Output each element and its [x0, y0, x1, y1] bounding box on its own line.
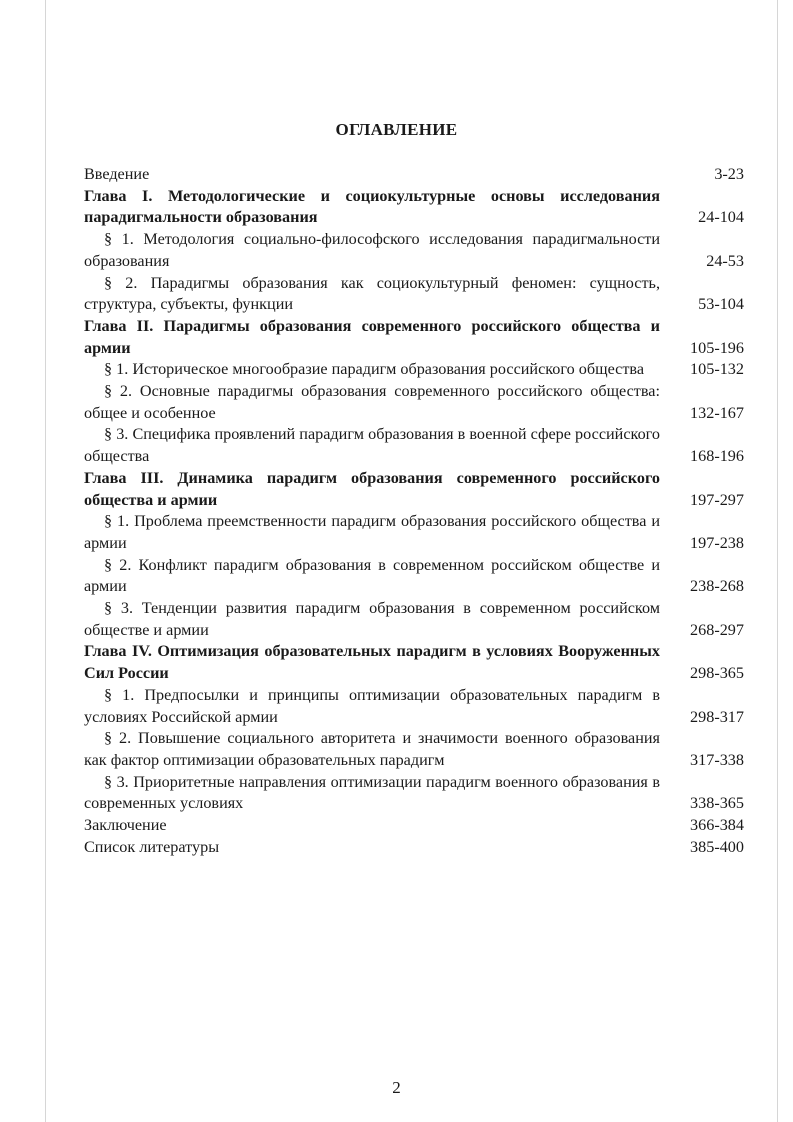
toc-page-range: 317-338 [690, 750, 744, 769]
toc-entry [84, 468, 744, 511]
toc-page-range: 105-132 [690, 360, 744, 379]
toc-page-range: 298-365 [690, 664, 744, 683]
toc-page-range: 268-297 [690, 620, 744, 639]
toc-section-title: § 2. Конфликт парадигм образования в современном российском обществе и армии [84, 555, 660, 596]
toc-entry-title: Заключение [84, 816, 167, 835]
toc-section-title: § 1. Историческое многообразие парадигм образования российского общества [104, 360, 645, 379]
toc-entry [84, 164, 744, 186]
page-title: ОГЛАВЛЕНИЕ [335, 120, 458, 139]
toc-page-range: 53-104 [698, 295, 744, 314]
toc-page-range: 298-317 [690, 707, 744, 726]
toc-entry [84, 598, 744, 641]
toc-chapter-title: Глава I. Методологические и социокультурные основы исследования парадигмальности образования [84, 186, 660, 227]
toc-section-title: § 1. Предпосылки и принципы оптимизации образовательных парадигм в условиях Российской армии [84, 685, 660, 726]
toc-entry [84, 381, 744, 424]
toc-page-range: 3-23 [714, 165, 744, 183]
toc-section-title: § 2. Парадигмы образования как социокультурный феномен: сущность, структура, субъекты, функции [84, 273, 660, 314]
table-of-contents [84, 164, 744, 859]
toc-page-range: 132-167 [690, 403, 744, 422]
toc-entry [84, 359, 744, 381]
toc-entry [84, 273, 744, 316]
toc-chapter-title: Глава III. Динамика парадигм образования современного российского общества и армии [84, 468, 660, 509]
toc-entry [84, 641, 744, 684]
toc-page-range: 385-400 [690, 837, 744, 856]
toc-chapter-title: Глава II. Парадигмы образования современного российского общества и армии [84, 316, 660, 357]
toc-entry [84, 186, 744, 229]
toc-entry [84, 316, 744, 359]
scan-edge-right [777, 0, 778, 1122]
toc-page-range: 366-384 [690, 816, 744, 835]
scan-edge-left [45, 0, 46, 1122]
toc-section-title: § 1. Методология социально-философского исследования парадигмальности образования [84, 230, 660, 270]
toc-section-title: § 3. Специфика проявлений парадигм образования в военной сфере российского общества [84, 425, 660, 466]
toc-entry [84, 685, 744, 728]
toc-page-range: 105-196 [690, 338, 744, 357]
toc-section-title: § 3. Приоритетные направления оптимизации парадигм военного образования в современных условиях [84, 772, 660, 813]
page-number: 2 [392, 1078, 401, 1097]
toc-section-title: § 2. Основные парадигмы образования современного российского общества: общее и особенное [84, 382, 660, 422]
toc-page-range: 24-104 [698, 208, 744, 227]
toc-page-range: 197-297 [690, 490, 744, 509]
toc-chapter-title: Глава IV. Оптимизация образовательных парадигм в условиях Вооруженных Сил России [84, 642, 660, 683]
toc-entry [84, 815, 744, 837]
toc-entry [84, 424, 744, 467]
toc-entry [84, 511, 744, 554]
toc-page-range: 197-238 [690, 533, 744, 552]
toc-entry [84, 229, 744, 272]
toc-entry [84, 728, 744, 771]
toc-page-range: 168-196 [690, 447, 744, 466]
toc-section-title: § 2. Повышение социального авторитета и значимости военного образования как фактор оптимизации образовательных парадигм [84, 729, 660, 769]
toc-section-title: § 1. Проблема преемственности парадигм образования российского общества и армии [84, 512, 660, 552]
toc-page-range: 238-268 [690, 577, 744, 596]
toc-entry [84, 555, 744, 598]
toc-entry [84, 837, 744, 859]
toc-page-range: 338-365 [690, 794, 744, 813]
toc-entry-title: Введение [84, 165, 150, 183]
toc-entry [84, 772, 744, 815]
toc-entry-title: Список литературы [84, 837, 220, 856]
toc-section-title: § 3. Тенденции развития парадигм образования в современном российском обществе и армии [84, 599, 660, 639]
toc-page-range: 24-53 [706, 251, 744, 270]
